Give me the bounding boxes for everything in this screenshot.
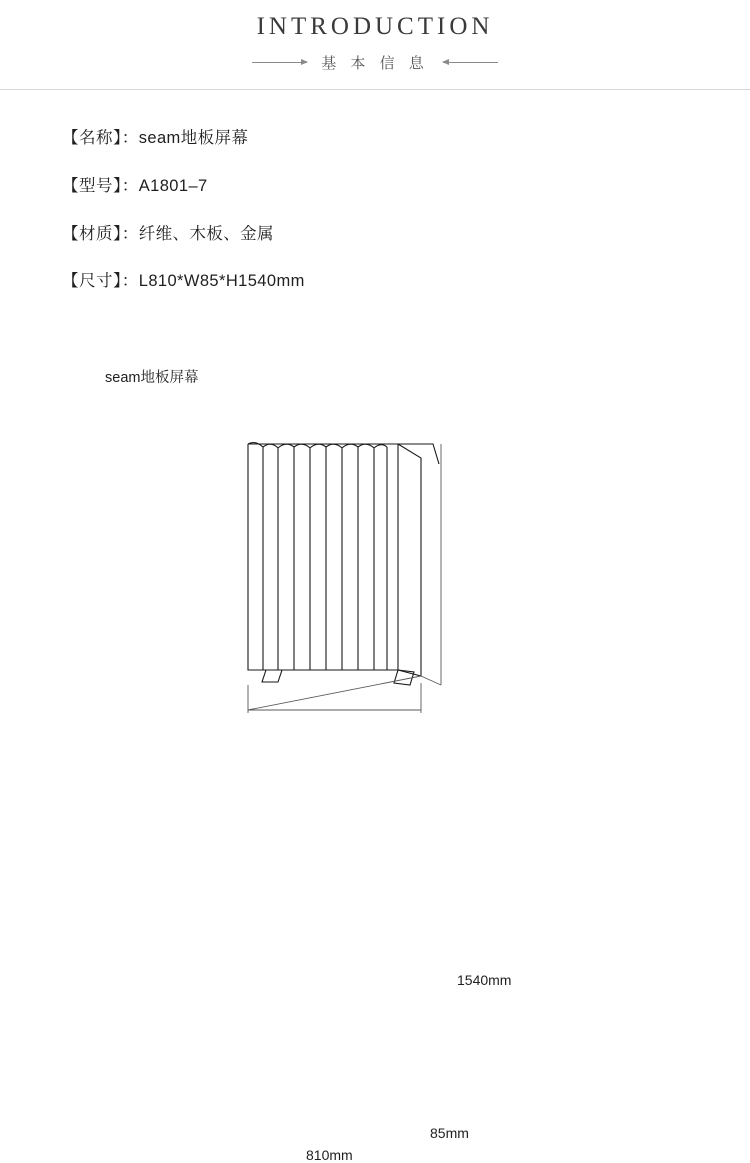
- spec-label-name: 【名称】：: [62, 129, 139, 147]
- page-title: INTRODUCTION: [256, 13, 494, 40]
- slat-curve: [278, 444, 294, 448]
- slat-curve: [263, 444, 278, 448]
- subtitle-row: [0, 52, 750, 73]
- dimension-label-width: 810mm: [306, 1147, 353, 1163]
- header-divider: [0, 89, 750, 90]
- slat-curve: [248, 443, 263, 447]
- spec-label-size: 【尺寸】：: [62, 272, 139, 291]
- screen-front-outline: [248, 444, 398, 670]
- slat-curve: [342, 444, 358, 448]
- spec-label-model: 【型号】：: [62, 176, 139, 195]
- spec-list: [62, 126, 750, 294]
- slat-curve: [294, 444, 310, 448]
- drawing-caption: seam地板屏幕: [105, 370, 199, 386]
- spec-value-name: seam地板屏幕: [138, 129, 249, 147]
- dimension-label-depth: 85mm: [430, 1125, 469, 1141]
- slat-curve: [310, 444, 326, 448]
- spec-label-material: 【材质】：: [62, 224, 139, 243]
- spec-value-model: A1801–7: [138, 176, 208, 195]
- bottom-perspective-edge: [248, 676, 421, 710]
- screen-right-panel: [398, 444, 421, 676]
- slat-curve: [374, 445, 387, 448]
- screen-foot-right: [394, 670, 414, 685]
- slat-curve: [358, 444, 374, 448]
- product-line-drawing: [0, 420, 750, 1163]
- spec-value-size: L810*W85*H1540mm: [138, 272, 305, 291]
- depth-dimension-line: [421, 676, 441, 685]
- page-subtitle: 基 本 信 息: [321, 55, 429, 72]
- page-header: [0, 0, 750, 90]
- spec-value-material: 纤维、木板、金属: [138, 224, 274, 243]
- screen-foot-left: [262, 670, 282, 682]
- dimension-label-height: 1540mm: [457, 972, 512, 988]
- spec-row: [62, 174, 750, 199]
- decorative-line-left: [252, 62, 307, 63]
- slat-curve: [326, 444, 342, 448]
- decorative-line-right: [443, 62, 498, 63]
- spec-row: [62, 222, 750, 247]
- spec-row: [62, 269, 750, 294]
- screen-diagram-svg: [0, 420, 750, 760]
- spec-row: [62, 126, 750, 151]
